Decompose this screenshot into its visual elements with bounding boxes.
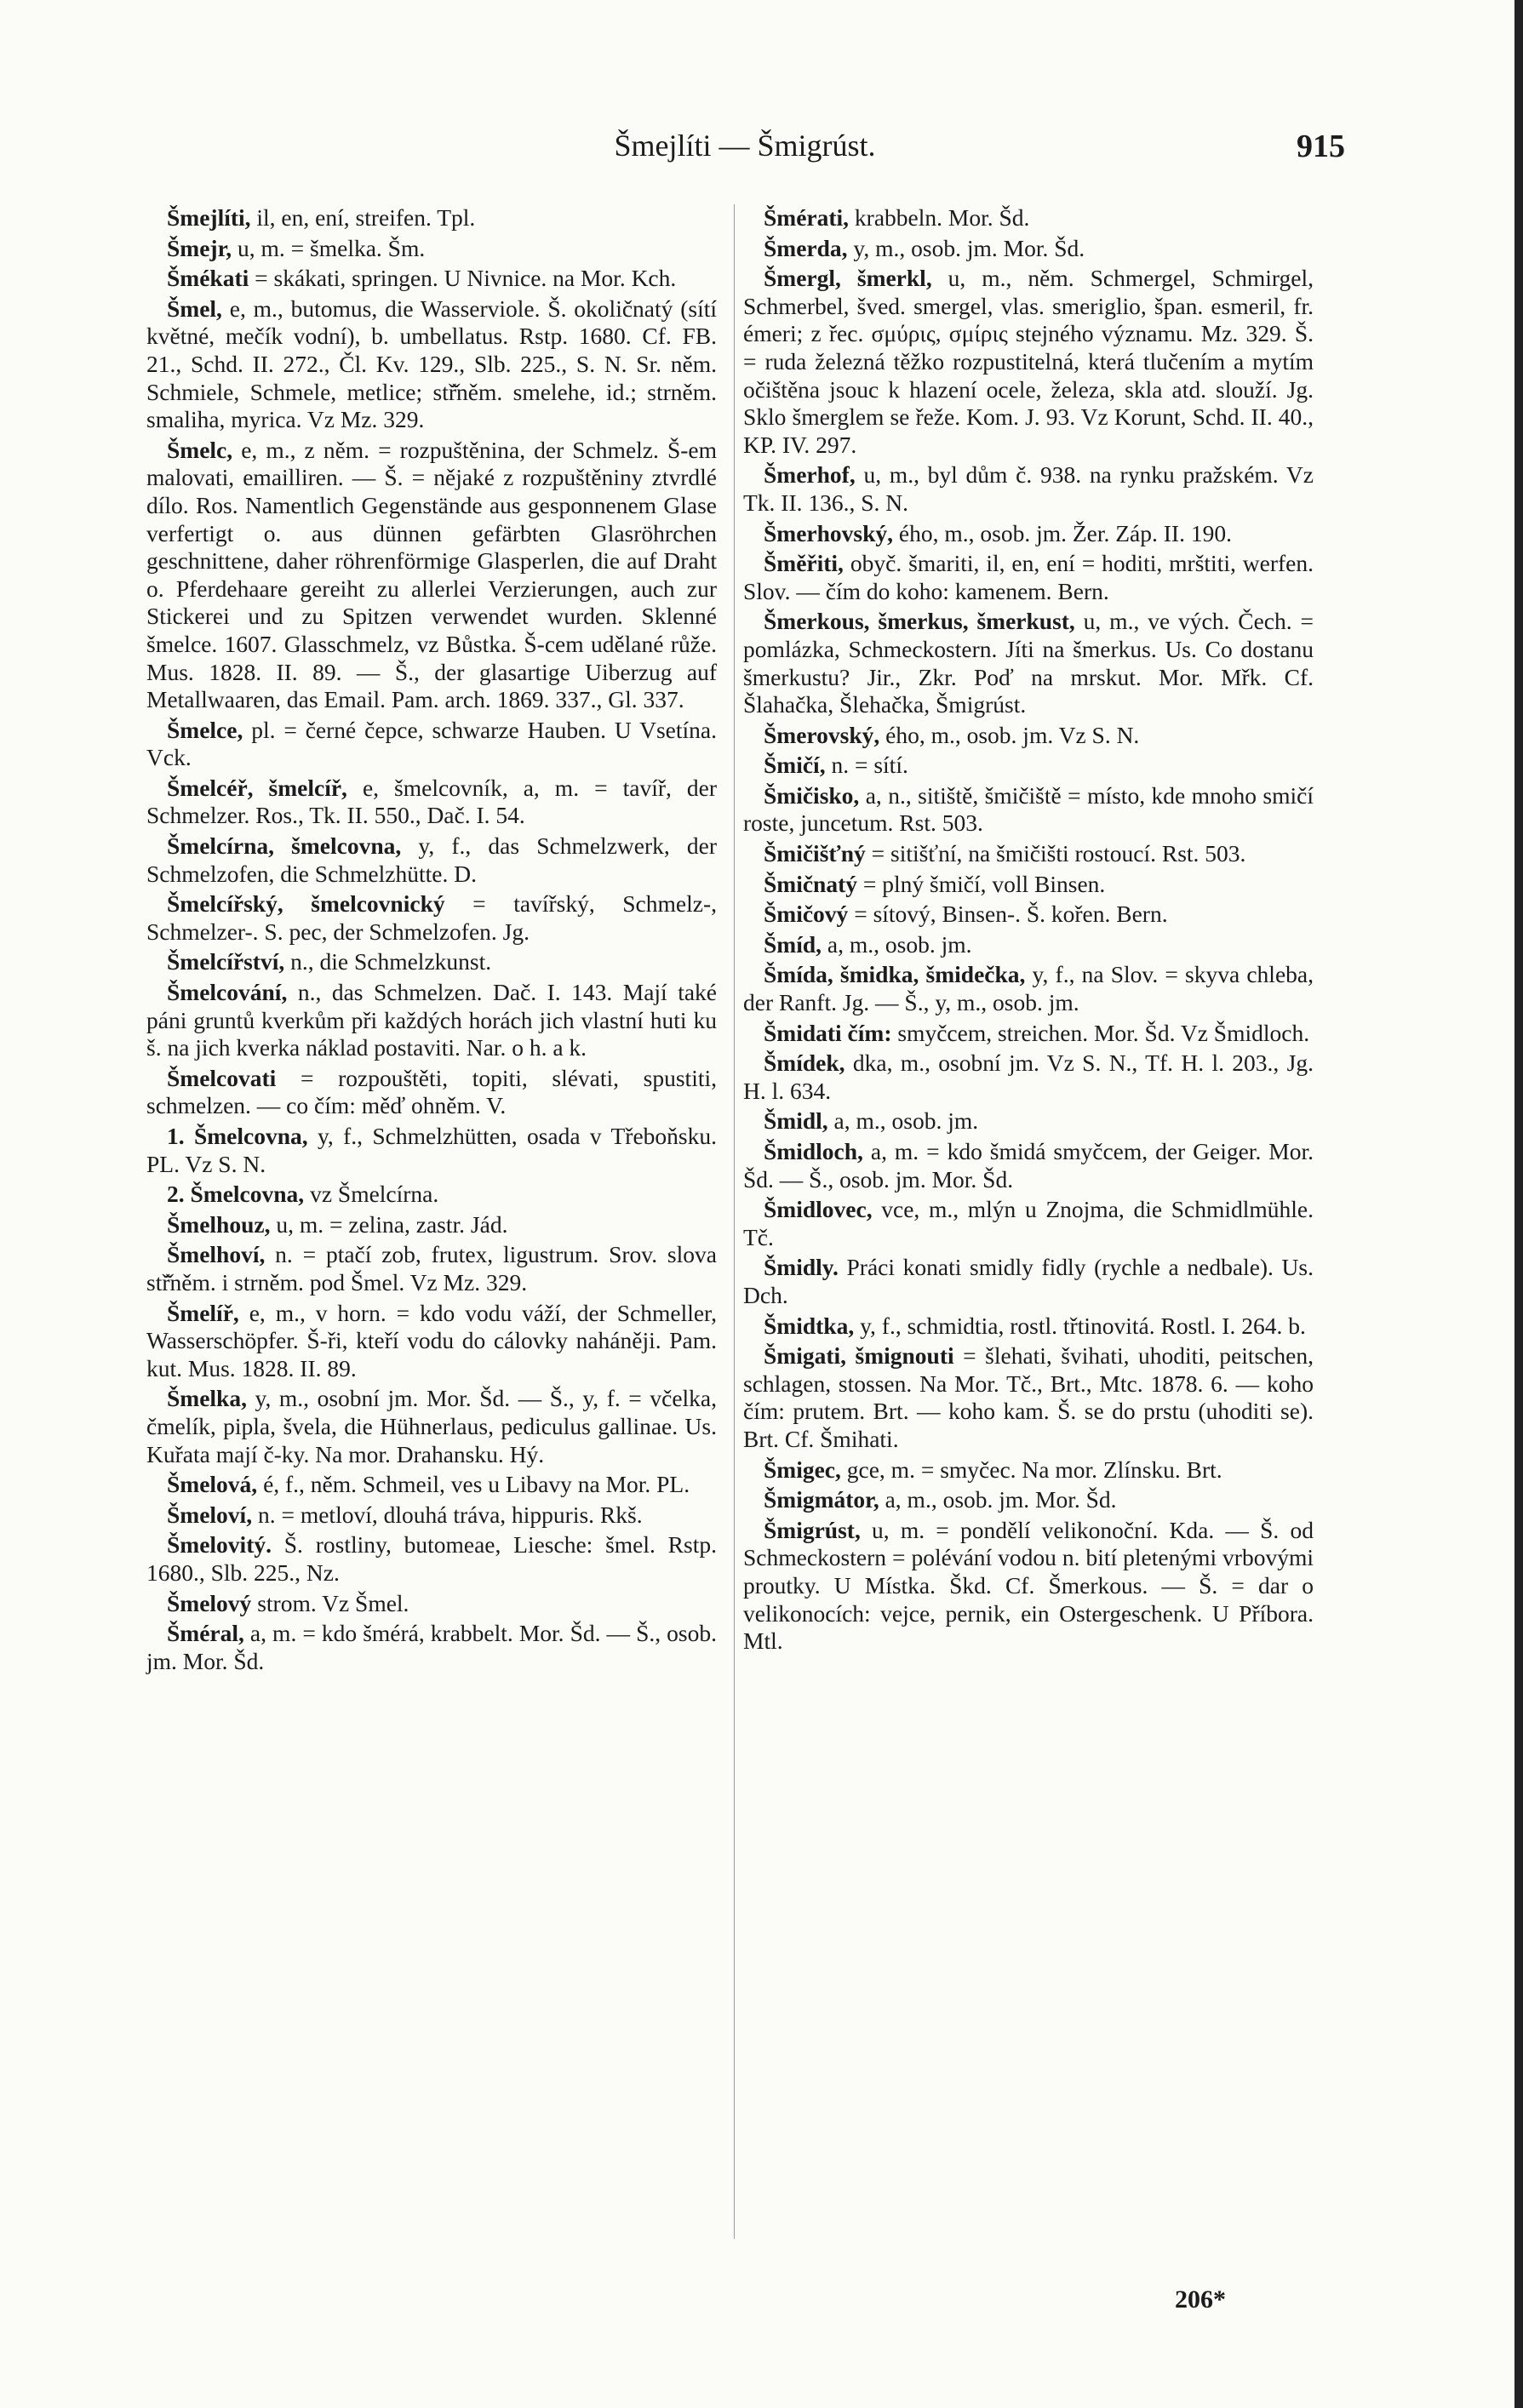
entry-headword: Šmidloch,: [764, 1138, 863, 1164]
dictionary-entry: [146, 437, 717, 714]
entry-headword: Šmerhovský,: [764, 519, 894, 546]
dictionary-entry: [743, 204, 1314, 232]
dictionary-entry: [146, 1385, 717, 1468]
entry-definition: y, f., schmidtia, rostl. třtinovitá. Rostl. I. 264. b.: [854, 1312, 1306, 1339]
entry-headword: Šmičí,: [764, 752, 826, 779]
entry-headword: Šmelový: [167, 1589, 252, 1616]
dictionary-entry: [146, 1241, 717, 1296]
entry-headword: Šmelcířství,: [167, 948, 285, 975]
entry-definition: e, šmelcovník, a, m. = tavíř, der Schmelzer. Ros., Tk. II. 550., Dač. I. 54.: [146, 774, 717, 829]
dictionary-entry: [743, 722, 1314, 750]
entry-headword: Šmidlovec,: [764, 1196, 873, 1223]
entry-headword: Šmelhoví,: [167, 1241, 266, 1268]
entry-definition: n. = metloví, dlouhá tráva, hippuris. Rkš.: [252, 1501, 643, 1528]
page-title: Šmejlíti — Šmigrúst.: [614, 129, 876, 163]
entry-headword: Šmelka,: [167, 1385, 247, 1412]
entry-headword: Šmelcířský, šmelcovnický: [167, 890, 445, 918]
entry-definition: = sitišťní, na šmičišti rostoucí. Rst. 503.: [865, 840, 1246, 867]
entry-definition: smyčcem, streichen. Mor. Šd. Vz Šmidloch.: [891, 1019, 1310, 1046]
entry-headword: Šmičnatý: [764, 870, 857, 897]
entry-headword: Šmel,: [167, 295, 222, 322]
entry-definition: strom. Vz Šmel.: [251, 1589, 409, 1616]
entry-headword: Šmelce,: [167, 716, 243, 743]
entry-definition: a, n., sitiště, šmičiště = místo, kde mnoho smičí roste, juncetum. Rst. 503.: [743, 781, 1314, 837]
dictionary-entry: [743, 1020, 1314, 1048]
entry-definition: = sítový, Binsen-. Š. kořen. Bern.: [848, 901, 1168, 928]
entry-headword: Šmída, šmidka, šmidečka,: [764, 961, 1026, 988]
entry-definition: n., das Schmelzen. Dač. I. 143. Mají také páni gruntů kverkům při každých horách jich vlastní huti ku š. na jich kverka náklad postaviti. Nar. o h. a k.: [146, 979, 717, 1061]
entry-definition: u, m., byl dům č. 938. na rynku pražském. Vz Tk. II. 136., S. N.: [743, 461, 1314, 516]
entry-headword: Šmelcírna, šmelcovna,: [167, 832, 402, 860]
entry-definition: n. = ptačí zob, frutex, ligustrum. Srov. slova stř̌něm. i strněm. pod Šmel. Vz Mz. 329.: [146, 1241, 717, 1296]
entry-headword: Šmídek,: [764, 1050, 845, 1077]
dictionary-entry: [146, 1501, 717, 1530]
entry-definition: y, m., osob. jm. Mor. Šd.: [847, 234, 1085, 261]
dictionary-entry: [146, 832, 717, 888]
entry-headword: Šmerda,: [764, 234, 848, 261]
dictionary-entry: [743, 608, 1314, 718]
entry-definition: dka, m., osobní jm. Vz S. N., Tf. H. l. 203., Jg. H. l. 634.: [743, 1050, 1314, 1104]
entry-definition: ého, m., osob. jm. Žer. Záp. II. 190.: [893, 519, 1232, 546]
dictionary-entry: [146, 1211, 717, 1239]
entry-headword: Šméral,: [167, 1620, 244, 1647]
entry-definition: y, f., Schmelzhütten, osada v Třeboňsku. PL. Vz S. N.: [146, 1123, 717, 1177]
entry-headword: Šmidl,: [764, 1107, 828, 1135]
entry-definition: u, m., něm. Schmergel, Schmirgel, Schmerbel, šved. smergel, vlas. smeriglio, špan. esmeril, fr. émeri; z řec. σμύρις, σμίρις stejného významu. Mz. 329. Š. = ruda železná těžko rozpustitelná, která tlučením a mytím očištěna jsouc k hlazení ocele, železa, skla atd. slouží. Jg. Sklo šmerglem se řeže. Kom. J. 93. Vz Korunt, Schd. II. 40., KP. IV. 297.: [743, 265, 1314, 458]
entry-definition: a, m., osob. jm.: [822, 930, 972, 958]
entry-definition: a, m., osob. jm.: [827, 1107, 979, 1135]
entry-definition: obyč. šmariti, il, en, ení = hoditi, mrštiti, werfen. Slov. — čím do koho: kamenem. Bern.: [743, 550, 1314, 604]
entry-headword: Šmičový: [764, 901, 849, 928]
entry-headword: Šmerkous, šmerkus, šmerkust,: [764, 608, 1075, 635]
signature-mark: 206*: [1175, 2285, 1226, 2314]
entry-headword: Šmičišťný: [764, 840, 866, 867]
entry-definition: = skákati, springen. U Nivnice. na Mor. Kch.: [249, 265, 677, 292]
entry-definition: y, m., osobní jm. Mor. Šd. — Š., y, f. = včelka, čmelík, pipla, švela, die Hühnerlaus, pediculus gallinae. Us. Kuřata mají č-ky. Na mor. Drahansku. Hý.: [146, 1385, 717, 1467]
dictionary-entry: [146, 295, 717, 434]
entry-headword: Šmidly.: [764, 1254, 839, 1281]
dictionary-entry: [743, 782, 1314, 838]
entry-headword: Šmelhouz,: [167, 1210, 271, 1238]
entry-headword: Šmelová,: [167, 1471, 258, 1498]
entry-headword: Šmičisko,: [764, 781, 860, 809]
entry-headword: Šmejr,: [167, 234, 232, 261]
dictionary-entry: [146, 1590, 717, 1618]
dictionary-entry: [146, 235, 717, 263]
left-column: [146, 204, 717, 1678]
entry-definition: u, m. = pondělí velikonoční. Kda. — Š. od Schmeckostern = polévání vodou n. bití pletenými vrbovými proutky. U Místka. Škd. Cf. Šmerkous. — Š. = dar o velikonocích: vejce, pernik, ein Ostergeschenk. U Příbora. Mtl.: [743, 1516, 1314, 1655]
entry-headword: Šmejlíti,: [167, 204, 251, 231]
entry-definition: u, m. = šmelka. Šm.: [232, 234, 426, 261]
dictionary-entry: [146, 1620, 717, 1675]
dictionary-entry: [743, 1517, 1314, 1656]
page-header: [145, 128, 1345, 170]
entry-definition: vce, m., mlýn u Znojma, die Schmidlmühle. Tč.: [743, 1196, 1314, 1250]
entry-headword: Šmelovitý.: [167, 1531, 272, 1559]
entry-definition: il, en, ení, streifen. Tpl.: [250, 204, 476, 231]
dictionary-entry: [743, 1107, 1314, 1135]
dictionary-entry: [743, 265, 1314, 459]
entry-definition: Práci konati smidly fidly (rychle a nedbale). Us. Dch.: [743, 1254, 1314, 1308]
entry-headword: Šmidtka,: [764, 1312, 855, 1339]
dictionary-entry: [146, 1181, 717, 1209]
entry-definition: = šlehati, švihati, uhoditi, peitschen, schlagen, stossen. Na Mor. Tč., Brt., Mtc. 1878. 6. — koho čím: prutem. Brt. — koho kam. Š. se do prstu (uhoditi se). Brt. Cf. Šmihati.: [743, 1342, 1314, 1452]
dictionary-entry: [146, 775, 717, 830]
entry-headword: Šměřiti,: [764, 550, 844, 577]
dictionary-entry: [743, 1050, 1314, 1105]
dictionary-entry: [146, 890, 717, 946]
dictionary-entry: [146, 1123, 717, 1178]
entry-headword: Šmigati, šmignouti: [764, 1342, 954, 1370]
entry-definition: e, m., v horn. = kdo vodu váží, der Schmeller, Wasserschöpfer. Š-ři, kteří vodu do cálovky naháněji. Pam. kut. Mus. 1828. II. 89.: [146, 1299, 717, 1381]
entry-headword: Šmigec,: [764, 1456, 841, 1483]
dictionary-entry: [743, 461, 1314, 517]
entry-definition: krabbeln. Mor. Šd.: [849, 204, 1030, 231]
entry-definition: = rozpouštěti, topiti, slévati, spustiti, schmelzen. — co čím: měď ohněm. V.: [146, 1064, 717, 1119]
dictionary-entry: [743, 1342, 1314, 1453]
dictionary-entry: [146, 204, 717, 232]
entry-headword: Šmelcovati: [167, 1064, 277, 1091]
entry-headword: Šmelcéř, šmelcíř,: [167, 774, 347, 801]
entry-headword: Šmigrúst,: [764, 1516, 861, 1543]
entry-definition: n., die Schmelzkunst.: [284, 948, 492, 975]
entry-definition: vz Šmelcírna.: [304, 1181, 439, 1208]
dictionary-entry: [743, 752, 1314, 780]
entry-definition: e, m., z něm. = rozpuštěnina, der Schmelz. Š-em malovati, emailliren. — Š. = nějaké z rozpuštěniny ztvrdlé dílo. Ros. Namentlich Gegenstände aus gesponnenem Glase verfertigt o. aus dünnen gefärbten Glasröhrchen geschnittene, daher röhrenförmige Glasperlen, die auf Draht o. Pferdehaare gereiht zu allerlei Verzierungen, auch zur Stickerei und zu Spitzen verwendet wurden. Sklenné šmelce. 1607. Glasschmelz, vz Bůstka. Š-cem udělané růže. Mus. 1828. II. 89. — Š., der glasartige Uiberzug auf Metallwaaren, das Email. Pam. arch. 1869. 337., Gl. 337.: [146, 436, 717, 713]
dictionary-entry: [743, 901, 1314, 929]
dictionary-entry: [146, 979, 717, 1062]
entry-definition: y, f., na Slov. = skyva chleba, der Ranft. Jg. — Š., y, m., osob. jm.: [743, 961, 1314, 1016]
dictionary-entry: [743, 550, 1314, 605]
entry-headword: Šmerhof,: [764, 461, 856, 489]
entry-headword: Šmékati: [167, 265, 249, 292]
entry-definition: a, m. = kdo šmérá, krabbelt. Mor. Šd. — Š., osob. jm. Mor. Šd.: [146, 1620, 717, 1674]
entry-headword: Šmeloví,: [167, 1501, 253, 1528]
dictionary-entry: [146, 1531, 717, 1587]
right-column: [743, 204, 1314, 1658]
entry-definition: é, f., něm. Schmeil, ves u Libavy na Mor. PL.: [257, 1471, 690, 1498]
dictionary-entry: [743, 1313, 1314, 1341]
dictionary-entry: [743, 931, 1314, 959]
entry-headword: Šmíd,: [764, 930, 822, 958]
entry-headword: 1. Šmelcovna,: [167, 1123, 308, 1149]
entry-headword: Šmergl, šmerkl,: [764, 265, 932, 292]
dictionary-entry: [743, 1456, 1314, 1484]
column-divider: [734, 204, 735, 2239]
entry-definition: u, m., ve vých. Čech. = pomlázka, Schmeckostern. Jíti na šmerkus. Us. Co dostanu šmerkustu? Jir., Zkr. Poď na mrskut. Mor. Mřk. Cf. Šlahačka, Šlehačka, Šmigrúst.: [743, 608, 1314, 718]
dictionary-entry: [743, 1254, 1314, 1309]
dictionary-entry: [743, 840, 1314, 868]
entry-headword: Šmerovský,: [764, 721, 880, 748]
entry-definition: n. = sítí.: [825, 752, 908, 779]
page-number: 915: [1297, 129, 1345, 164]
dictionary-entry: [146, 1471, 717, 1499]
entry-definition: a, m., osob. jm. Mor. Šd.: [879, 1486, 1117, 1513]
entry-definition: = tavířský, Schmelz-, Schmelzer-. S. pec, der Schmelzofen. Jg.: [146, 890, 717, 945]
entry-headword: Šmigmátor,: [764, 1486, 879, 1513]
entry-headword: Šmérati,: [764, 204, 850, 231]
dictionary-entry: [146, 717, 717, 772]
entry-definition: y, f., das Schmelzwerk, der Schmelzofen, die Schmelzhütte. D.: [146, 832, 717, 887]
entry-definition: u, m. = zelina, zastr. Jád.: [270, 1210, 508, 1238]
dictionary-entry: [743, 1138, 1314, 1193]
dictionary-entry: [146, 1065, 717, 1120]
dictionary-entry: [743, 961, 1314, 1016]
entry-headword: Šmidati čím:: [764, 1019, 892, 1046]
dictionary-entry: [743, 520, 1314, 548]
dictionary-entry: [743, 1196, 1314, 1251]
entry-headword: Šmelc,: [167, 436, 233, 463]
entry-definition: ého, m., osob. jm. Vz S. N.: [879, 721, 1140, 748]
dictionary-entry: [146, 265, 717, 293]
dictionary-entry: [146, 948, 717, 976]
scan-edge: [1514, 0, 1523, 2408]
entry-definition: e, m., butomus, die Wasserviole. Š. okoličnatý (sítí květné, mečík vodní), b. umbellatus. Rstp. 1680. Cf. FB. 21., Schd. II. 272., Čl. Kv. 129., Slb. 225., S. N. Sr. něm. Schmiele, Schmele, metlice; stř̌něm. smelehe, id.; strněm. smaliha, myrica. Vz Mz. 329.: [146, 295, 717, 433]
entry-definition: a, m. = kdo šmidá smyčcem, der Geiger. Mor. Šd. — Š., osob. jm. Mor. Šd.: [743, 1138, 1314, 1193]
entry-headword: Šmelcování,: [167, 979, 288, 1006]
entry-definition: Š. rostliny, butomeae, Liesche: šmel. Rstp. 1680., Slb. 225., Nz.: [146, 1531, 717, 1586]
entry-definition: = plný šmičí, voll Binsen.: [857, 870, 1106, 897]
dictionary-entry: [743, 235, 1314, 263]
entry-definition: gce, m. = smyčec. Na mor. Zlínsku. Brt.: [840, 1456, 1222, 1483]
dictionary-entry: [743, 1486, 1314, 1514]
dictionary-entry: [146, 1300, 717, 1383]
entry-headword: 2. Šmelcovna,: [167, 1181, 305, 1208]
entry-definition: pl. = černé čepce, schwarze Hauben. U Vsetína. Vck.: [146, 716, 717, 771]
dictionary-entry: [743, 871, 1314, 899]
entry-headword: Šmelíř,: [167, 1299, 239, 1326]
